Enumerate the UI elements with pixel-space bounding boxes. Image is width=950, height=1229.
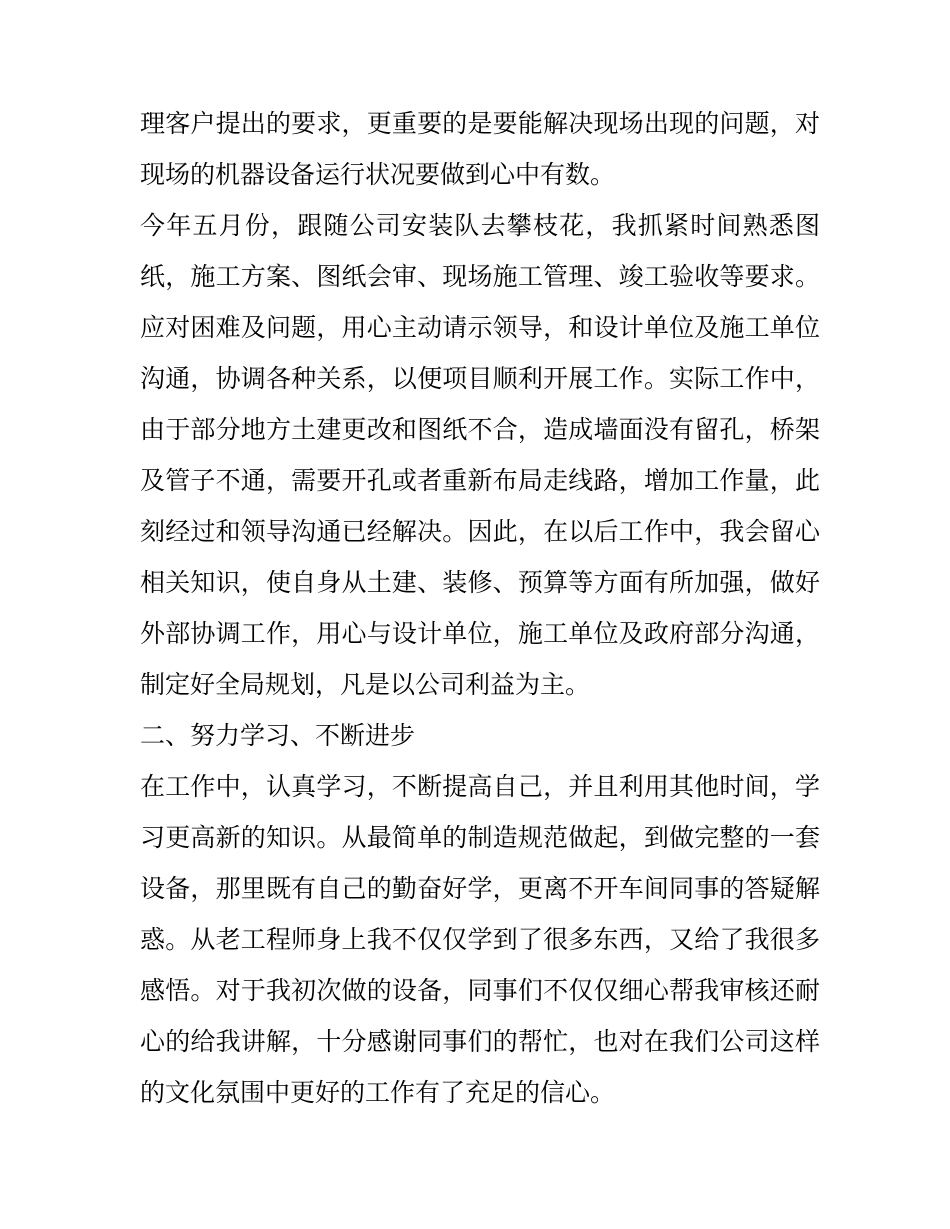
section-heading: 二、努力学习、不断进步 <box>140 721 416 750</box>
text-line: 沟通，协调各种关系，以便项目顺利开展工作。实际工作中， <box>140 364 820 393</box>
text-line: 感悟。对于我初次做的设备，同事们不仅仅细心帮我审核还耐 <box>140 976 820 1005</box>
text-line: 今年五月份，跟随公司安装队去攀枝花，我抓紧时间熟悉图 <box>140 211 820 240</box>
text-line: 习更高新的知识。从最简单的制造规范做起，到做完整的一套 <box>140 823 820 852</box>
text-line: 纸，施工方案、图纸会审、现场施工管理、竣工验收等要求。 <box>140 262 820 291</box>
text-line: 现场的机器设备运行状况要做到心中有数。 <box>140 160 616 189</box>
text-line: 制定好全局规划，凡是以公司利益为主。 <box>140 670 591 699</box>
text-line: 心的给我讲解，十分感谢同事们的帮忙，也对在我们公司这样 <box>140 1027 820 1056</box>
text-line: 理客户提出的要求，更重要的是要能解决现场出现的问题，对 <box>140 109 820 138</box>
text-line: 刻经过和领导沟通已经解决。因此，在以后工作中，我会留心 <box>140 517 820 546</box>
body-text <box>140 98 820 1118</box>
text-line: 应对困难及问题，用心主动请示领导，和设计单位及施工单位 <box>140 313 820 342</box>
text-line: 设备，那里既有自己的勤奋好学，更离不开车间同事的答疑解 <box>140 874 820 903</box>
text-line: 由于部分地方土建更改和图纸不合，造成墙面没有留孔，桥架 <box>140 415 820 444</box>
text-line: 相关知识，使自身从土建、装修、预算等方面有所加强，做好 <box>140 568 820 597</box>
text-line: 惑。从老工程师身上我不仅仅学到了很多东西，又给了我很多 <box>140 925 820 954</box>
text-line: 在工作中，认真学习，不断提高自己，并且利用其他时间，学 <box>140 772 820 801</box>
text-line: 外部协调工作，用心与设计单位，施工单位及政府部分沟通， <box>140 619 820 648</box>
text-line: 及管子不通，需要开孔或者重新布局走线路，增加工作量，此 <box>140 466 820 495</box>
text-line: 的文化氛围中更好的工作有了充足的信心。 <box>140 1078 616 1107</box>
